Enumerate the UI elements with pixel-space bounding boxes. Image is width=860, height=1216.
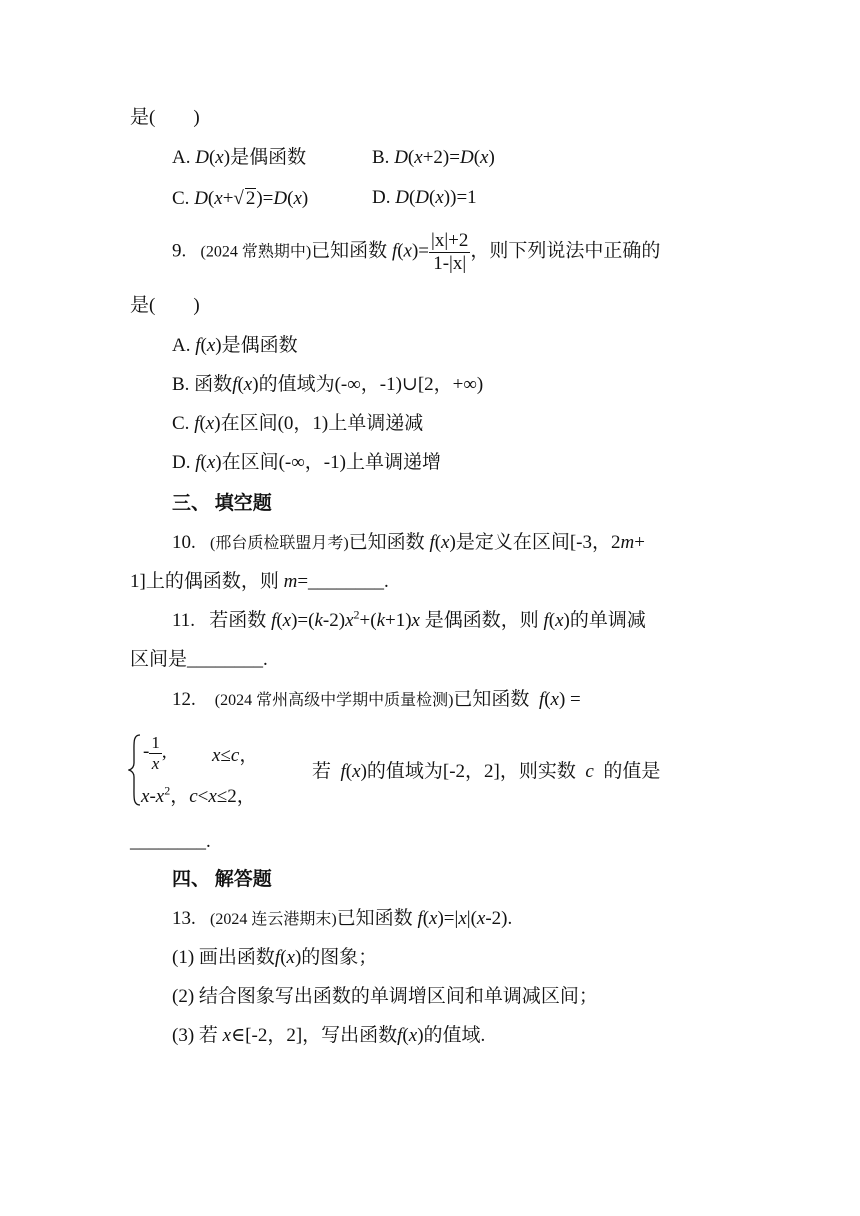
q8-continuation: 是( ) (130, 107, 200, 128)
section-3-heading: 三、 填空题 (172, 493, 272, 514)
q10-line2: 1]上的偶函数，则 m=________. (130, 571, 389, 592)
q9-option-c: C. f(x)在区间(0，1)上单调递减 (172, 413, 424, 434)
q9-fraction: $\frac{|x|+2}{1-|x|}$ (431, 230, 469, 274)
q12-piecewise-brace (128, 733, 142, 807)
q10-line1: 10. (邢台质检联盟月考)已知函数 f(x)是定义在区间[-3，2m+ (172, 532, 645, 553)
q9-stem: 9. (2024 常熟期中)已知函数 f(x)= $\frac{|x|+2}{1-|x|}$ ，则下列说法中正确的 (172, 230, 661, 274)
q11-line1: 11. 若函数 $f(x)=(k-2)x^2+(k+1)x$ 是偶函数，则 f(x)的单调减 (172, 607, 646, 631)
q11-line2: 区间是________. (130, 649, 268, 670)
q9-continuation: 是( ) (130, 295, 200, 316)
q9-option-d: D. f(x)在区间(-∞，-1)上单调递增 (172, 452, 441, 473)
q8-option-c: C. D(x+√ 2)=D(x) (172, 188, 309, 209)
q8-option-d: D. D(D(x))=1 (372, 187, 477, 208)
q13-part-3: (3) 若 x∈[-2，2]，写出函数f(x)的值域. (172, 1025, 486, 1046)
q12-case-2: $x-x^2$，c<x≤2， (141, 783, 256, 807)
q12-answer-blank: ________. (130, 831, 211, 852)
q12-case-1: - $\frac{1}{x}$ , (143, 733, 167, 773)
q13-stem: 13. (2024 连云港期末)已知函数 f(x)=|x|(x-2). (172, 908, 513, 929)
q12-case-1-cond: x≤c， (212, 745, 259, 766)
q9-option-b: B. 函数f(x)的值域为(-∞，-1)∪[2，+∞) (172, 374, 484, 395)
q12-after: 若 f(x)的值域为[-2，2]，则实数 c 的值是 (312, 761, 661, 782)
section-4-heading: 四、 解答题 (172, 869, 272, 890)
q13-part-1: (1) 画出函数f(x)的图象； (172, 947, 378, 968)
q12-stem: 12. (2024 常州高级中学期中质量检测)已知函数 f(x) = (172, 689, 581, 710)
q8-option-b: B. D(x+2)=D(x) (372, 147, 495, 168)
q13-part-2: (2) 结合图象写出函数的单调增区间和单调减区间； (172, 986, 598, 1007)
q9-option-a: A. f(x)是偶函数 (172, 335, 298, 356)
q8-option-a: A. D(x)是偶函数 (172, 147, 307, 168)
